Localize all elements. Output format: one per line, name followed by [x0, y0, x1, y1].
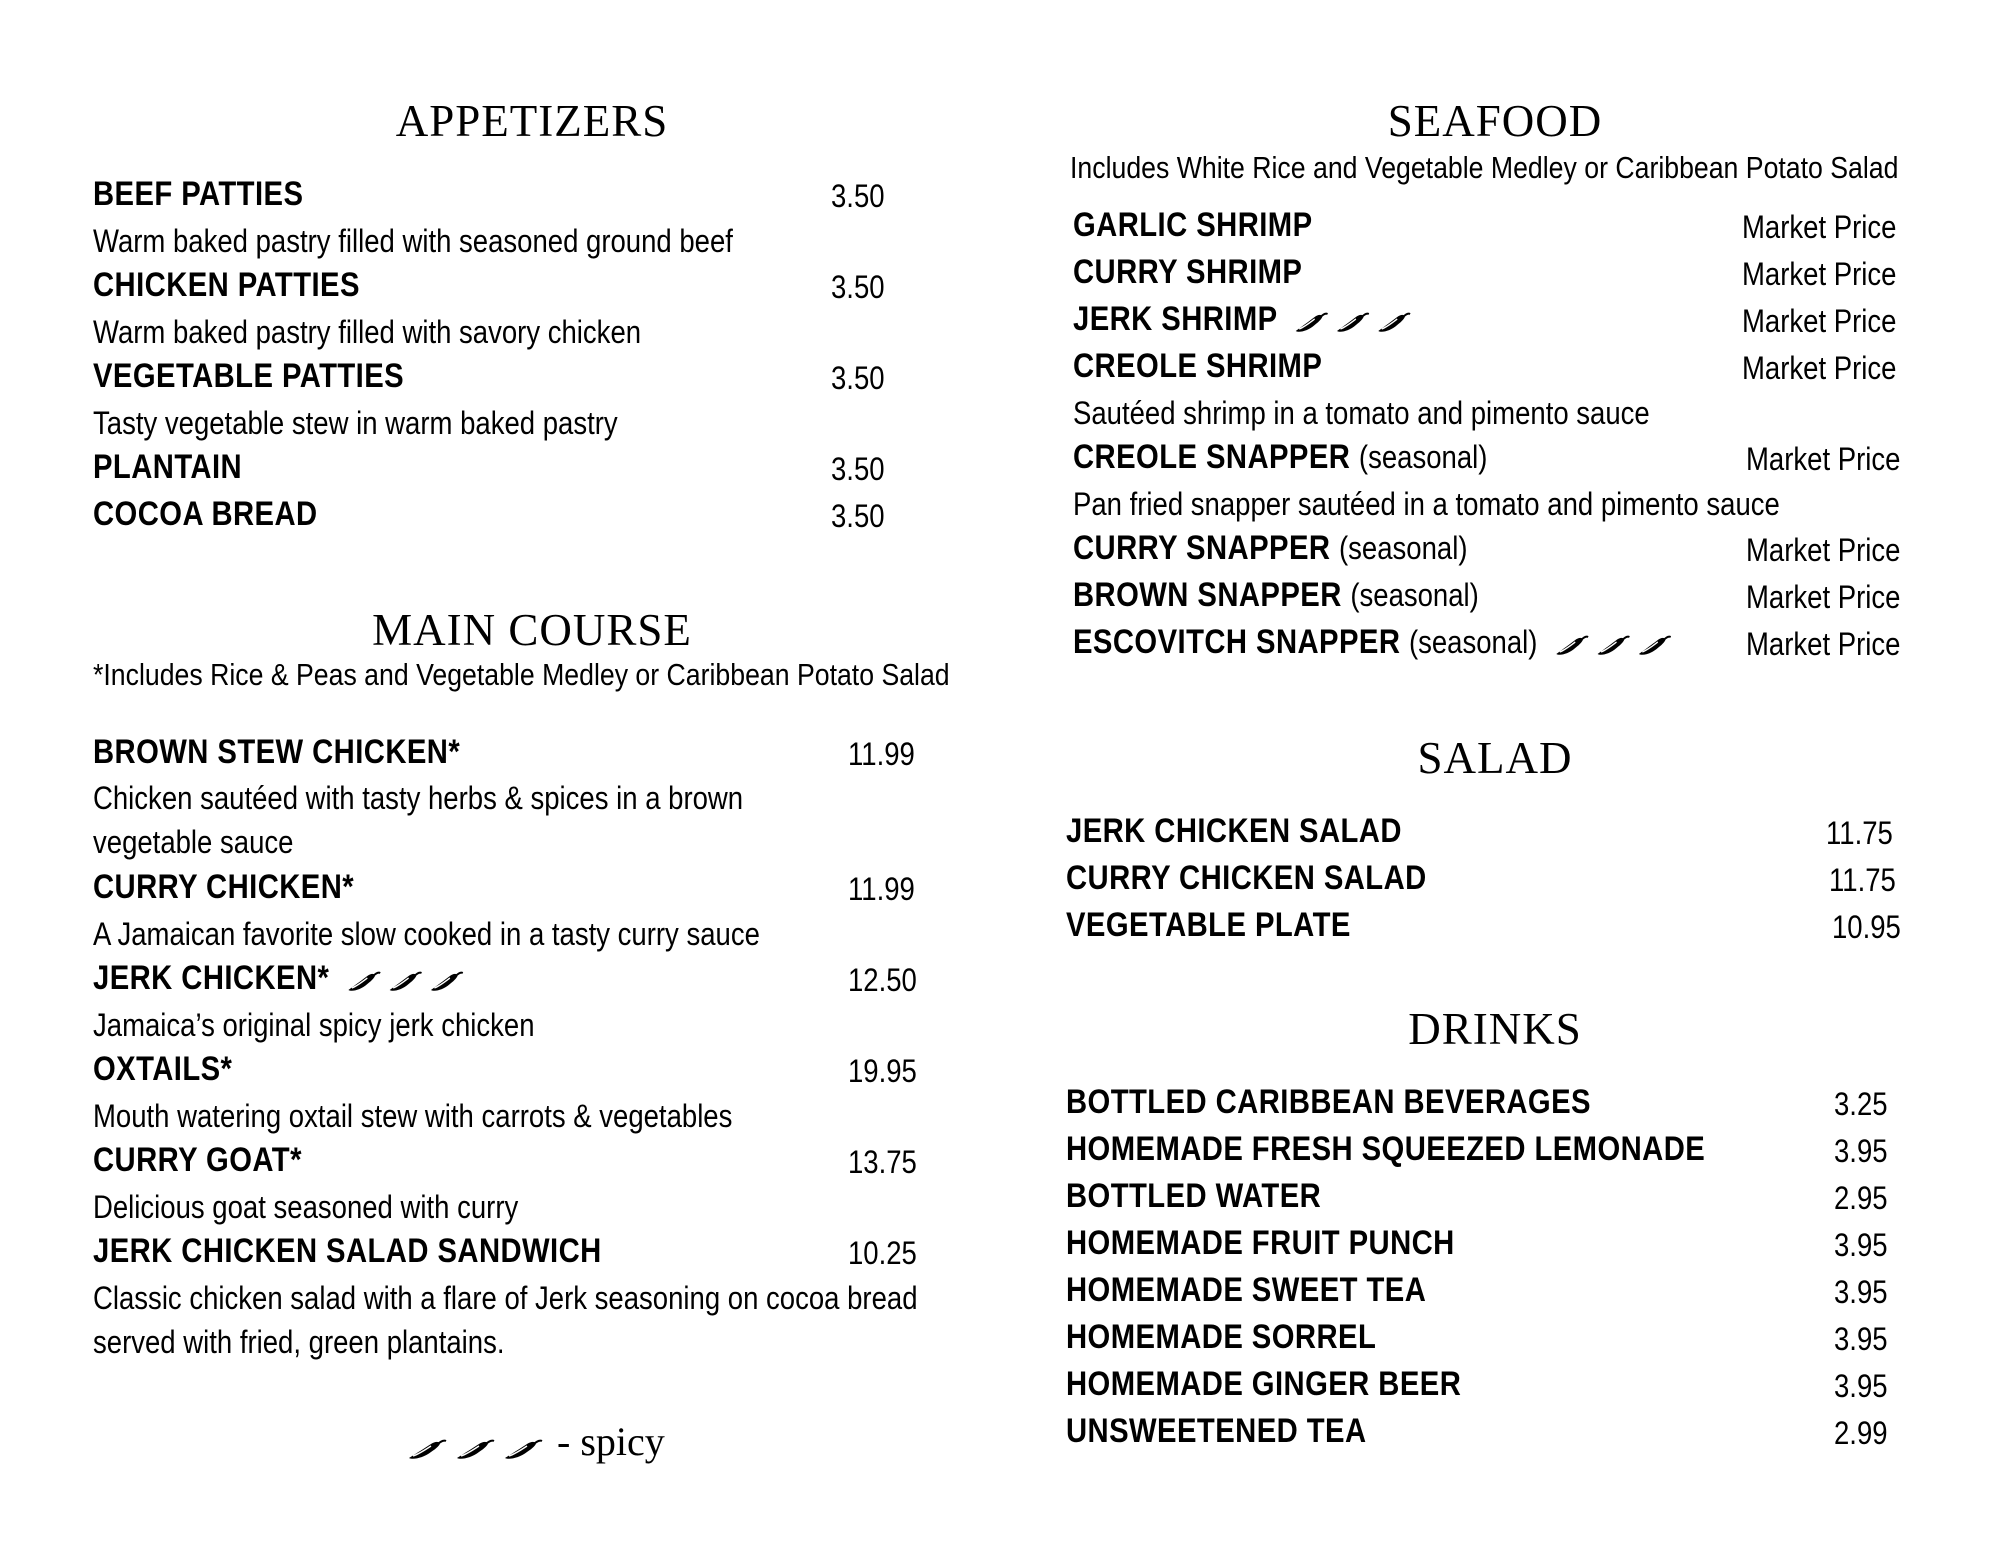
chili-pepper-icon: [1294, 310, 1328, 336]
menu-item-name: BOTTLED CARIBBEAN BEVERAGES: [1066, 1083, 1591, 1121]
menu-item-price: 11.75: [1826, 815, 1893, 851]
menu-item-name: HOMEMADE SORREL: [1066, 1318, 1377, 1356]
chili-pepper-icon: [388, 969, 422, 995]
menu-item-name-row: [1073, 300, 1418, 341]
seasonal-note: (seasonal): [1358, 439, 1488, 475]
menu-item-name-row: [1073, 529, 1467, 568]
menu-item-description: served with fried, green plantains.: [93, 1324, 505, 1360]
seafood-heading: SEAFOOD: [1387, 96, 1603, 146]
menu-item-price: 13.75: [848, 1144, 917, 1180]
menu-item-name: CREOLE SHRIMP: [1073, 347, 1323, 385]
menu-item-price: Market Price: [1746, 626, 1901, 662]
chili-pepper-icon: [503, 1437, 543, 1463]
menu-item-name: ESCOVITCH SNAPPER: [1073, 623, 1401, 661]
menu-item-price: 11.75: [1829, 862, 1896, 898]
menu-item-name-row: [1073, 623, 1678, 664]
menu-item-price: 10.95: [1832, 909, 1901, 945]
spicy-indicator: [407, 1422, 551, 1469]
menu-item-name: CURRY CHICKEN SALAD: [1066, 859, 1427, 897]
menu-item-name-row: [1073, 576, 1479, 615]
menu-item-name: HOMEMADE SWEET TEA: [1066, 1271, 1427, 1309]
menu-item-price: 3.50: [831, 498, 885, 534]
menu-item-description: Pan fried snapper sautéed in a tomato and pimento sauce: [1073, 486, 1780, 522]
menu-item-price: Market Price: [1746, 441, 1901, 477]
menu-item-name: CURRY SHRIMP: [1073, 253, 1303, 291]
menu-item-price: Market Price: [1746, 532, 1901, 568]
seafood-subheading: Includes White Rice and Vegetable Medley or Caribbean Potato Salad: [1070, 150, 1899, 185]
menu-item-price: 19.95: [848, 1053, 917, 1089]
menu-item-name: OXTAILS*: [93, 1050, 233, 1088]
chili-pepper-icon: [1377, 310, 1411, 336]
spicy-indicator: [1294, 302, 1418, 341]
menu-item-name: GARLIC SHRIMP: [1073, 206, 1313, 244]
menu-item-price: 3.95: [1834, 1321, 1888, 1357]
menu-item-description: Warm baked pastry filled with seasoned ground beef: [93, 223, 733, 259]
menu-item-price: Market Price: [1746, 579, 1901, 615]
menu-item-name: PLANTAIN: [93, 448, 243, 486]
menu-item-name: CURRY SNAPPER: [1073, 529, 1331, 567]
menu-item-name: VEGETABLE PATTIES: [93, 357, 405, 395]
menu-item-description: Chicken sautéed with tasty herbs & spices in a brown: [93, 780, 744, 816]
menu-item-price: 3.95: [1834, 1368, 1888, 1404]
menu-item-price: 3.95: [1834, 1274, 1888, 1310]
seasonal-note: (seasonal): [1338, 530, 1468, 566]
menu-item-name: CURRY GOAT*: [93, 1141, 302, 1179]
spicy-legend-label: - spicy: [557, 1419, 665, 1464]
menu-item-name: CHICKEN PATTIES: [93, 266, 360, 304]
spicy-indicator: [1555, 625, 1679, 664]
menu-item-description: Classic chicken salad with a flare of Jerk seasoning on cocoa bread: [93, 1280, 918, 1316]
menu-item-name: HOMEMADE FRUIT PUNCH: [1066, 1224, 1455, 1262]
menu-item-name-row: [93, 959, 470, 1000]
menu-item-name: HOMEMADE GINGER BEER: [1066, 1365, 1462, 1403]
menu-item-name: UNSWEETENED TEA: [1066, 1412, 1367, 1450]
menu-item-name: VEGETABLE PLATE: [1066, 906, 1351, 944]
chili-pepper-icon: [1555, 633, 1589, 659]
menu-item-description: Jamaica’s original spicy jerk chicken: [93, 1007, 535, 1043]
spicy-indicator: [346, 961, 470, 1000]
menu-item-name: COCOA BREAD: [93, 495, 318, 533]
menu-item-price: 11.99: [848, 736, 915, 772]
menu-item-price: 3.25: [1834, 1086, 1888, 1122]
menu-item-price: Market Price: [1742, 303, 1897, 339]
salad-heading: SALAD: [1417, 733, 1573, 783]
menu-item-price: 3.95: [1834, 1133, 1888, 1169]
menu-item-price: 10.25: [848, 1235, 917, 1271]
menu-item-name: JERK CHICKEN SALAD SANDWICH: [93, 1232, 602, 1270]
menu-item-name: JERK CHICKEN*: [93, 959, 330, 997]
seasonal-note: (seasonal): [1350, 577, 1479, 613]
menu-item-name: JERK CHICKEN SALAD: [1066, 812, 1402, 850]
menu-item-price: 3.50: [831, 178, 885, 214]
menu-item-name: BOTTLED WATER: [1066, 1177, 1322, 1215]
menu-item-price: 2.95: [1834, 1180, 1888, 1216]
menu-item-name: CREOLE SNAPPER: [1073, 438, 1351, 476]
chili-pepper-icon: [1596, 633, 1630, 659]
menu-item-description: vegetable sauce: [93, 824, 294, 860]
menu-item-price: 12.50: [848, 962, 917, 998]
menu-item-price: 3.95: [1834, 1227, 1888, 1263]
menu-item-name: BROWN SNAPPER: [1073, 576, 1342, 614]
chili-pepper-icon: [407, 1437, 447, 1463]
chili-pepper-icon: [455, 1437, 495, 1463]
seasonal-note: (seasonal): [1408, 624, 1538, 660]
menu-item-price: 11.99: [848, 871, 915, 907]
menu-item-name: JERK SHRIMP: [1073, 300, 1278, 338]
menu-item-description: Warm baked pastry filled with savory chicken: [93, 314, 642, 350]
chili-pepper-icon: [429, 969, 463, 995]
menu-item-description: Tasty vegetable stew in warm baked pastry: [93, 405, 618, 441]
chili-pepper-icon: [346, 969, 380, 995]
menu-item-price: Market Price: [1742, 256, 1897, 292]
menu-item-name: BEEF PATTIES: [93, 175, 304, 213]
menu-item-price: 3.50: [831, 451, 885, 487]
menu-item-description: Delicious goat seasoned with curry: [93, 1189, 519, 1225]
main-course-heading: MAIN COURSE: [372, 605, 692, 655]
chili-pepper-icon: [1335, 310, 1369, 336]
menu-item-name: BROWN STEW CHICKEN*: [93, 733, 461, 771]
menu-item-description: A Jamaican favorite slow cooked in a tasty curry sauce: [93, 916, 760, 952]
menu-item-price: 2.99: [1834, 1415, 1888, 1451]
drinks-heading: DRINKS: [1408, 1004, 1582, 1054]
menu-item-description: Sautéed shrimp in a tomato and pimento sauce: [1073, 395, 1650, 431]
menu-item-price: 3.50: [831, 269, 885, 305]
menu-item-name-row: [1073, 438, 1487, 477]
menu-item-name: CURRY CHICKEN*: [93, 868, 355, 906]
menu-item-price: Market Price: [1742, 209, 1897, 245]
menu-item-price: Market Price: [1742, 350, 1897, 386]
menu-item-description: Mouth watering oxtail stew with carrots & vegetables: [93, 1098, 733, 1134]
menu-item-name: HOMEMADE FRESH SQUEEZED LEMONADE: [1066, 1130, 1706, 1168]
menu-item-price: 3.50: [831, 360, 885, 396]
main-course-subheading: *Includes Rice & Peas and Vegetable Medley or Caribbean Potato Salad: [93, 657, 950, 692]
appetizers-heading: APPETIZERS: [395, 96, 669, 146]
chili-pepper-icon: [1637, 633, 1671, 659]
spicy-legend: [407, 1418, 665, 1469]
